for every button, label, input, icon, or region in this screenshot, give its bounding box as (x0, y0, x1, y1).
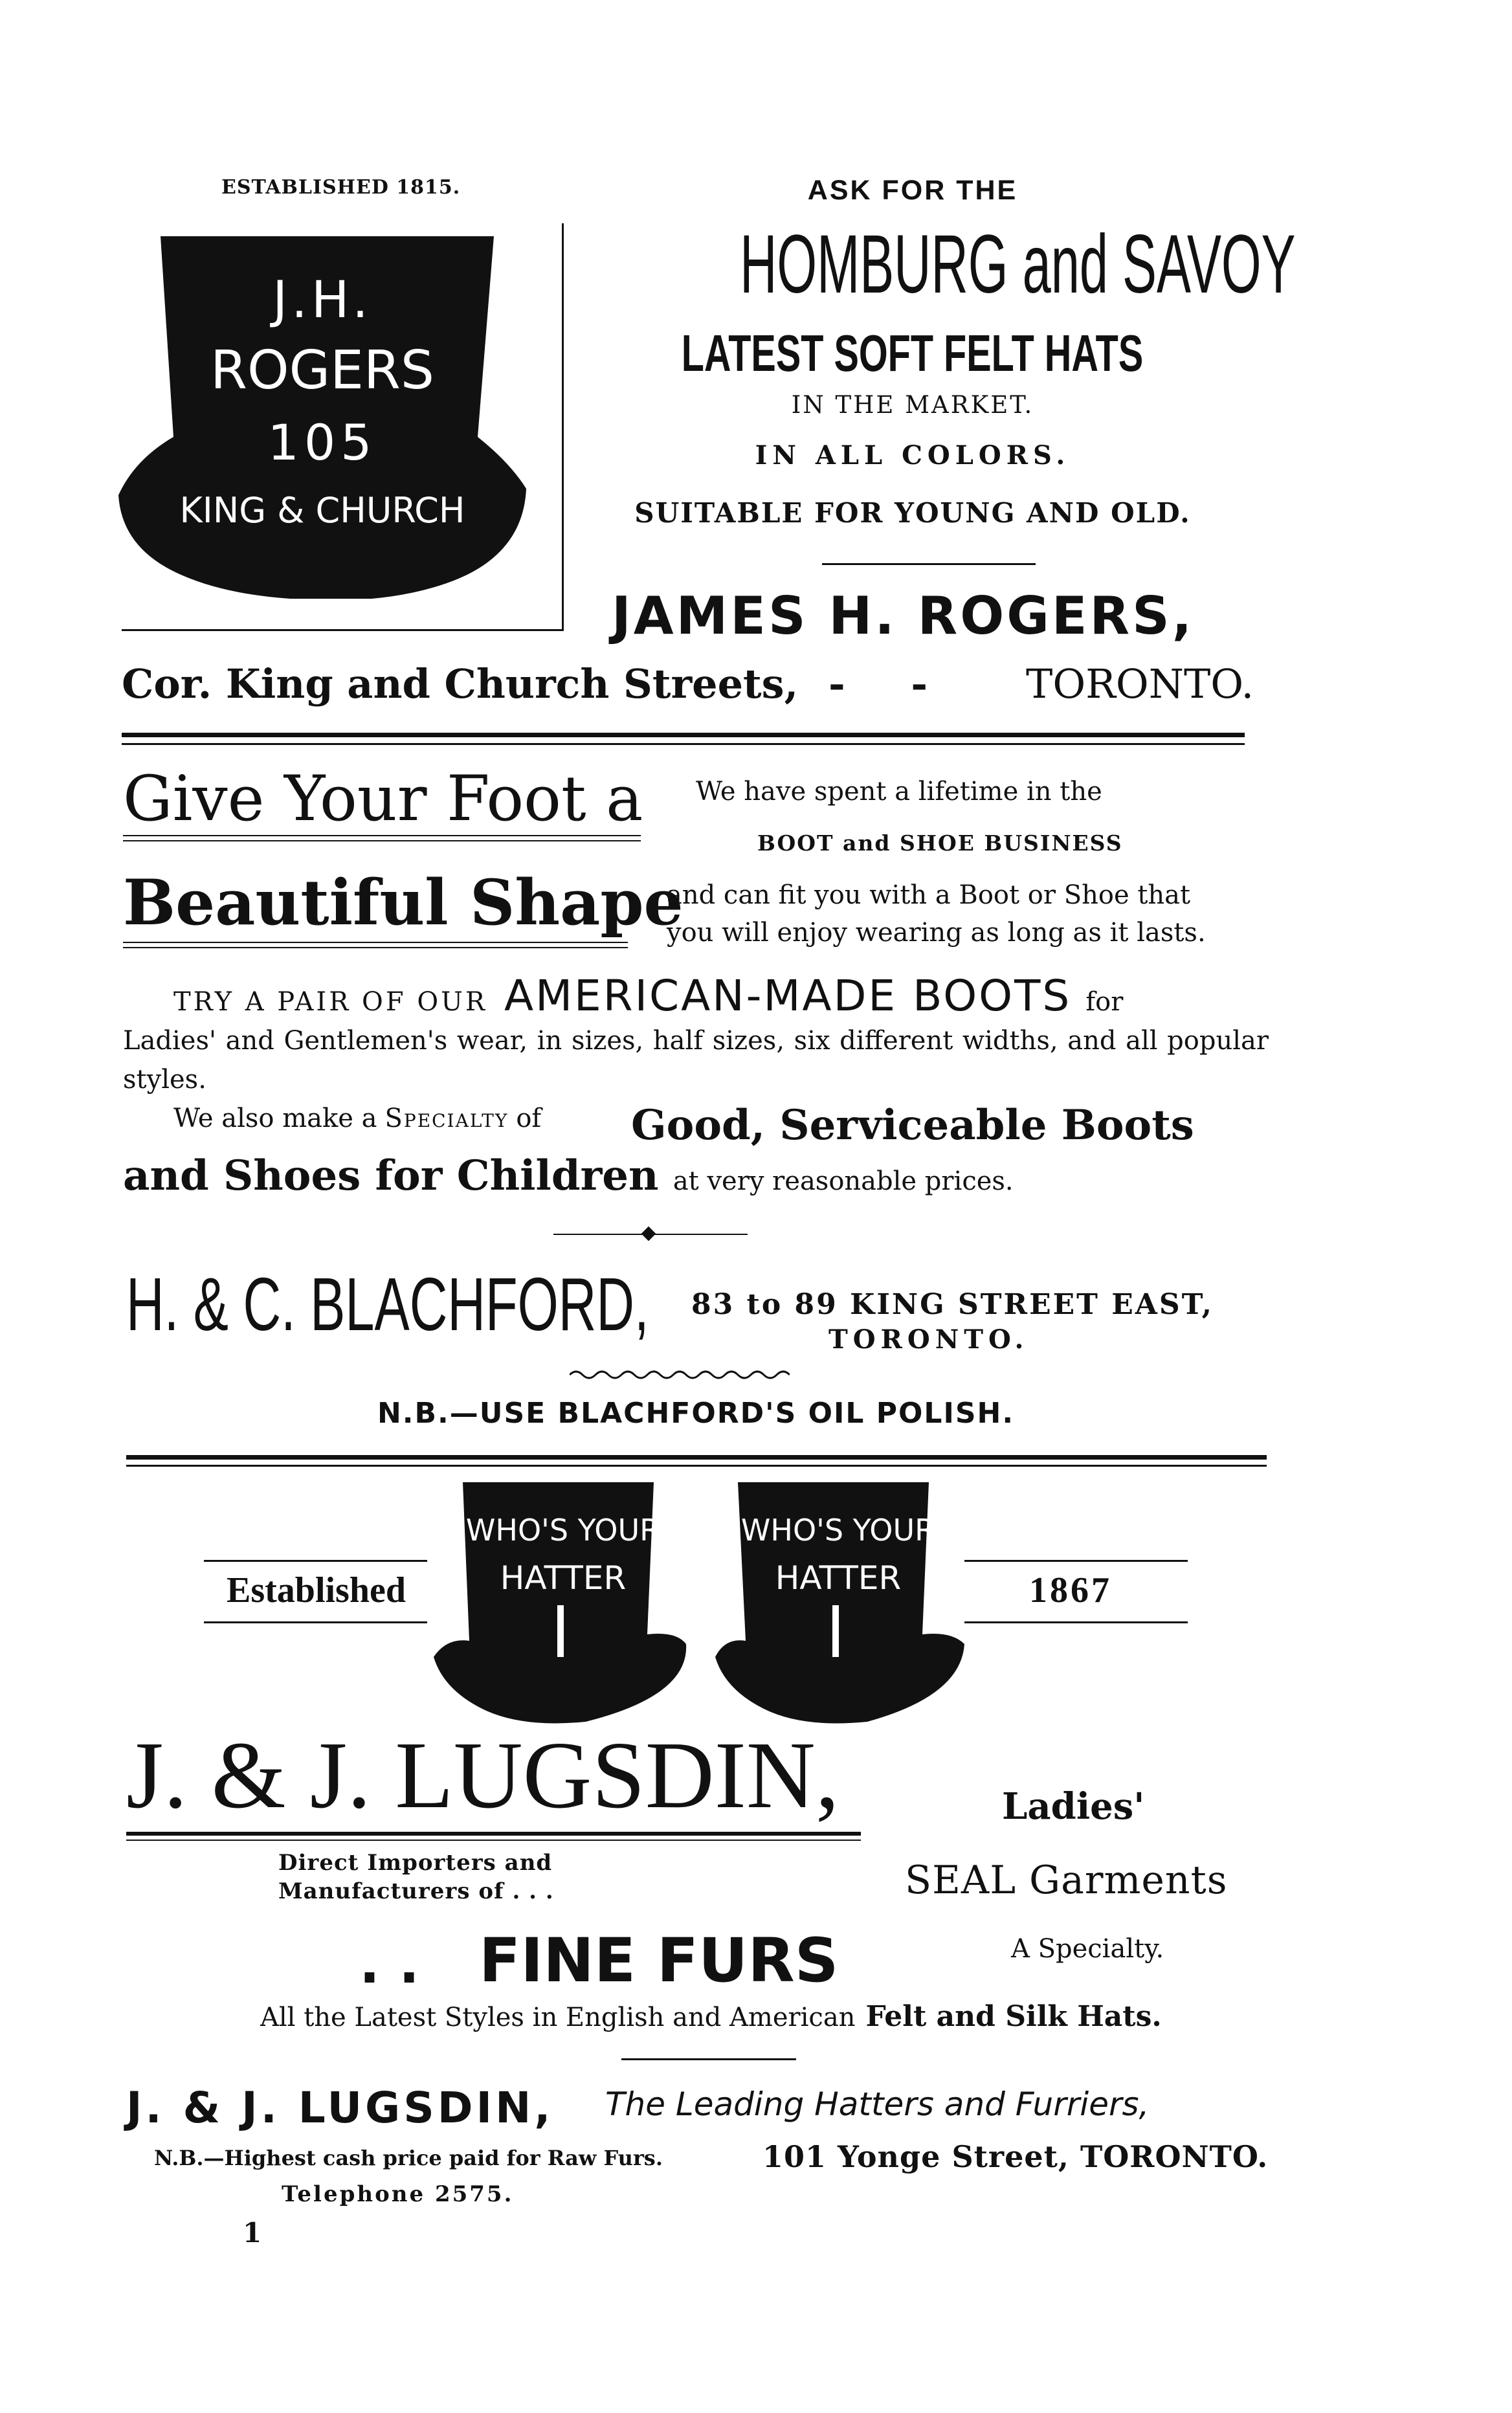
rogers-city: TORONTO. (1026, 660, 1254, 707)
blachford-address: 83 to 89 KING STREET EAST, (691, 1288, 1214, 1321)
manufacturers-of: Manufacturers of . . . (278, 1878, 554, 1904)
raw-furs-note: N.B.—Highest cash price paid for Raw Furs. (154, 2146, 663, 2170)
specialty-line: We also make a Specialty of (173, 1104, 542, 1133)
suitable-for-young-and-old: SUITABLE FOR YOUNG AND OLD. (634, 497, 1191, 529)
leading-hatters-tagline: The Leading Hatters and Furriers, (605, 2085, 1150, 2123)
blachford-city: TORONTO. (828, 1324, 1029, 1355)
fine-furs: FINE FURS (479, 1926, 839, 1996)
direct-importers: Direct Importers and (278, 1850, 553, 1876)
intro-line-1: We have spent a lifetime in the (696, 777, 1102, 806)
rogers-address: Cor. King and Church Streets, (122, 660, 799, 707)
footer-lugsdin-name: J. & J. LUGSDIN, (126, 2083, 554, 2133)
hat-logo-line-1: J.H. (272, 271, 372, 329)
wavy-ornament (570, 1367, 790, 1383)
right-hat-line-2: HATTER (775, 1559, 902, 1597)
james-h-rogers: JAMES H. ROGERS, (612, 586, 1195, 646)
ad3-short-rule (621, 2058, 796, 2060)
lugsdin-telephone: Telephone 2575. (282, 2181, 514, 2207)
headline2-underline-1 (123, 942, 628, 943)
established-1815: ESTABLISHED 1815. (221, 176, 461, 199)
rogers-hat-logo (115, 223, 529, 599)
lugsdin-year: 1867 (1029, 1570, 1112, 1610)
headline1-underline-1 (123, 835, 641, 836)
left-hat-line-2: HATTER (500, 1559, 627, 1597)
intro-line-3: and can fit you with a Boot or Shoe that (667, 880, 1191, 910)
sizes-paragraph: Ladies' and Gentlemen's wear, in sizes, half sizes, six different widths, and all popular styles. (123, 1026, 1269, 1095)
lugsdin-established: Established (227, 1570, 406, 1610)
firm-underline-1 (126, 1832, 861, 1836)
ad2-bottom-rule-thin (126, 1465, 1267, 1467)
intro-line-2: BOOT and SHOE BUSINESS (757, 830, 1123, 856)
ad1-bottom-rule-thick (122, 733, 1245, 737)
rogers-dashes: - - (828, 660, 928, 707)
headline1-underline-2 (123, 840, 641, 841)
homburg-savoy-headline: HOMBURG and SAVOY (740, 218, 1296, 311)
blachford-oil-polish-note: N.B.—USE BLACHFORD'S OIL POLISH. (377, 1397, 1015, 1430)
page-number: 1 (243, 2217, 262, 2249)
try-a-pair-line: TRY A PAIR OF OUR AMERICAN-MADE BOOTS for (173, 971, 1124, 1021)
ladies: Ladies' (1002, 1785, 1145, 1828)
latest-styles-line: All the Latest Styles in English and American Felt and Silk Hats. (260, 2000, 1162, 2033)
intro-line-4: you will enjoy wearing as long as it lasts. (667, 918, 1206, 948)
established-rule-bottom (204, 1621, 427, 1623)
ad1-left-rule (122, 629, 563, 631)
hat-logo-line-2: ROGERS (210, 340, 434, 401)
ornament-diamond (641, 1227, 656, 1241)
right-hat-line-1: WHO'S YOUR (740, 1513, 936, 1548)
left-hat-line-1: WHO'S YOUR (465, 1513, 661, 1548)
lugsdin-firm-name: J. & J. LUGSDIN, (126, 1722, 839, 1829)
year-rule-top (964, 1560, 1188, 1562)
firm-underline-2 (126, 1840, 861, 1841)
fine-furs-dots: . . (359, 1932, 420, 1996)
whos-your-hatter-hat-left (430, 1482, 702, 1728)
a-specialty: A Specialty. (1011, 1934, 1164, 1964)
latest-soft-felt-hats: LATEST SOFT FELT HATS (682, 324, 1144, 382)
ad1-bottom-rule-thin (122, 743, 1245, 745)
give-your-foot-headline: Give Your Foot a (123, 762, 643, 835)
ad2-bottom-rule-thick (126, 1455, 1267, 1460)
in-the-market: IN THE MARKET. (791, 391, 1034, 419)
blachford-firm-name: H. & C. BLACHFORD, (126, 1262, 649, 1346)
whos-your-hatter-hat-right (706, 1482, 977, 1728)
ad1-short-rule (822, 563, 1036, 565)
beautiful-shape-headline: Beautiful Shape (123, 866, 684, 939)
in-all-colors: IN ALL COLORS. (755, 440, 1071, 471)
hat-logo-line-4: KING & CHURCH (179, 490, 465, 531)
ad1-vertical-divider (562, 223, 564, 631)
good-serviceable-boots: Good, Serviceable Boots and Shoes for Children at very reasonable prices. (123, 1101, 1194, 1200)
lugsdin-address: 101 Yonge Street, TORONTO. (762, 2139, 1269, 2174)
headline2-underline-2 (123, 947, 628, 948)
hat-logo-line-3: 105 (267, 414, 377, 471)
established-rule-top (204, 1560, 427, 1562)
year-rule-bottom (964, 1621, 1188, 1623)
seal-garments: SEAL Garments (905, 1858, 1228, 1903)
ask-for-the: ASK FOR THE (807, 175, 1018, 206)
